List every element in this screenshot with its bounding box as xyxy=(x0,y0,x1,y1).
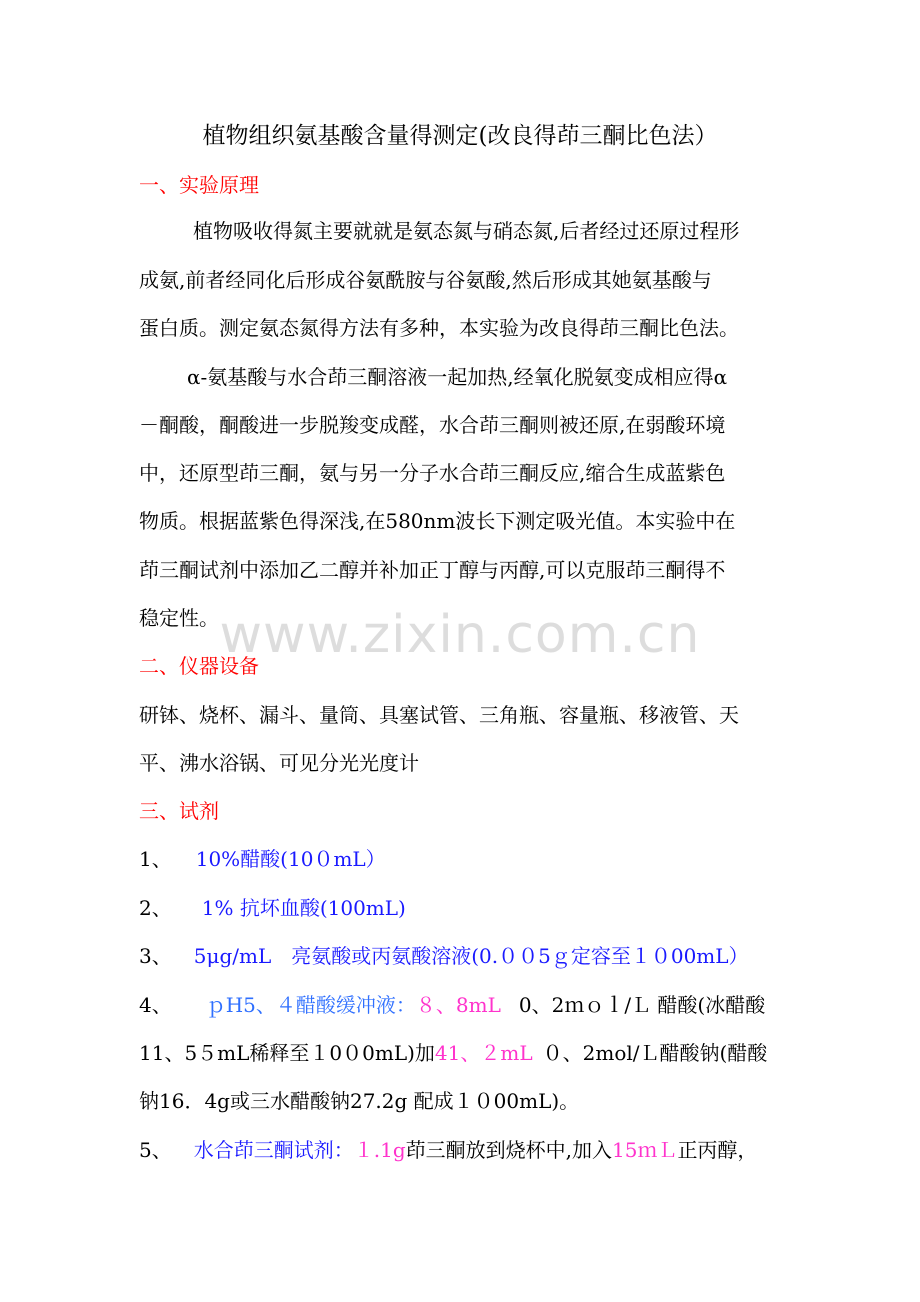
paragraph-line: 植物吸收得氮主要就就是氨态氮与硝态氮,后者经过还原过程形 xyxy=(193,219,740,243)
paragraph-line: －酮酸，酮酸进一步脱羧变成醛，水合茚三酮则被还原,在弱酸环境 xyxy=(139,413,726,437)
reagent-item-2 xyxy=(139,893,799,923)
paragraph-line: 茚三酮试剂中添加乙二醇并补加正丁醇与丙醇,可以克服茚三酮得不 xyxy=(139,558,726,582)
paragraph-line: 物质。根据蓝紫色得深浅,在580nm波长下测定吸光值。本实验中在 xyxy=(139,509,736,533)
reagent-item-5 xyxy=(139,1135,799,1165)
paragraph-line: 研钵、烧杯、漏斗、量筒、具塞试管、三角瓶、容量瓶、移液管、天 xyxy=(139,703,739,727)
reagent-text: ０、2mol/Ｌ醋酸钠(醋酸 xyxy=(542,1041,768,1065)
reagent-text: 0、2ｍｏｌ/Ｌ 醋酸(冰醋酸 xyxy=(518,993,766,1017)
section-heading-principle: 一、实验原理 xyxy=(139,173,259,197)
reagent-text: 正丙醇， xyxy=(677,1138,758,1162)
reagent-item-3 xyxy=(139,941,799,971)
reagent-volume: ８、8mL xyxy=(415,993,501,1017)
watermark: www.zixin.com.cn xyxy=(219,605,701,665)
reagent-text: 11、5５mL稀释至１0０0mL)加 xyxy=(139,1041,435,1065)
reagent-text: 茚三酮放到烧杯中,加入 xyxy=(405,1138,612,1162)
reagent-amount: １.1g xyxy=(353,1138,406,1162)
reagent-name: 10%醋酸(10０mL） xyxy=(195,847,386,871)
reagent-name: ｐH5、４醋酸缓冲液： xyxy=(205,993,416,1017)
reagent-text: 钠16．4g或三水醋酸钠27.2g 配成１０00mL)。 xyxy=(139,1089,580,1113)
item-number: 5、 xyxy=(139,1138,172,1162)
reagent-item-4-cont xyxy=(139,1086,799,1116)
reagent-name: 1% 抗坏血酸(100mL) xyxy=(201,896,406,920)
paragraph-line: 稳定性。 xyxy=(139,606,219,630)
item-number: 3、 xyxy=(139,944,172,968)
item-number: 2、 xyxy=(139,896,172,920)
section-heading-equipment: 二、仪器设备 xyxy=(139,654,259,678)
document-title: 植物组织氨基酸含量得测定(改良得茚三酮比色法） xyxy=(202,123,718,149)
item-number: 4、 xyxy=(139,993,172,1017)
reagent-item-4-cont xyxy=(139,1038,799,1068)
reagent-item-1 xyxy=(139,844,799,874)
paragraph-line: 成氨,前者经同化后形成谷氨酰胺与谷氨酸,然后形成其她氨基酸与 xyxy=(139,268,712,292)
item-number: 1、 xyxy=(139,847,172,871)
paragraph-line: α-氨基酸与水合茚三酮溶液一起加热,经氧化脱氨变成相应得α xyxy=(187,365,728,389)
reagent-volume: 15ｍＬ xyxy=(611,1138,678,1162)
reagent-name: 5μg/mL 亮氨酸或丙氨酸溶液(0.００5ｇ定容至１０00mL） xyxy=(193,944,749,968)
reagent-volume: 41、２mL xyxy=(434,1041,533,1065)
paragraph-line: 平、沸水浴锅、可见分光光度计 xyxy=(139,751,419,775)
paragraph-line: 蛋白质。测定氨态氮得方法有多种，本实验为改良得茚三酮比色法。 xyxy=(139,316,739,340)
section-heading-reagents: 三、试剂 xyxy=(139,799,219,823)
reagent-item-4 xyxy=(139,990,799,1020)
reagent-name: 水合茚三酮试剂： xyxy=(193,1138,354,1162)
paragraph-line: 中，还原型茚三酮，氨与另一分子水合茚三酮反应,缩合生成蓝紫色 xyxy=(139,461,726,485)
